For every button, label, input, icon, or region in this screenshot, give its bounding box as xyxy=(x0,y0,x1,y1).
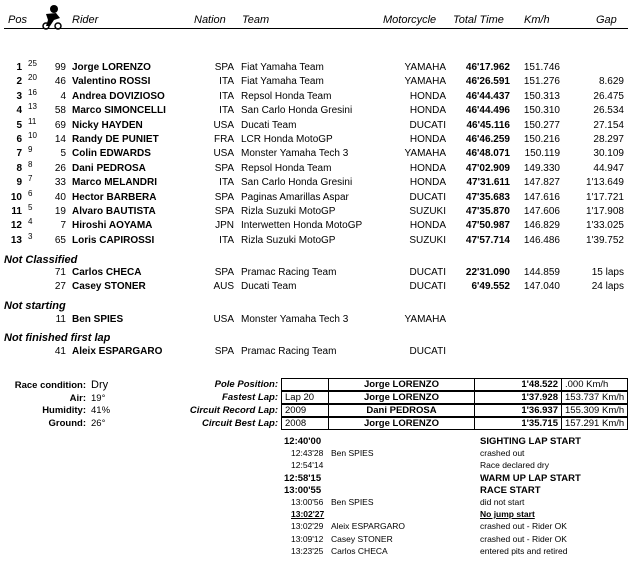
record-rider: Jorge LORENZO xyxy=(328,378,475,391)
result-pos: 5 xyxy=(16,119,22,131)
result-speed: 150.277 xyxy=(523,119,560,131)
result-number: 58 xyxy=(54,105,66,117)
condition-value: 26° xyxy=(91,417,106,429)
result-total-time: 46'44.437 xyxy=(465,90,510,102)
event-description: crashed out - Rider OK xyxy=(480,533,567,544)
event-time: 12:43'28 xyxy=(291,448,324,459)
result-total-time: 46'46.259 xyxy=(465,134,510,145)
result-speed: 146.829 xyxy=(523,220,560,232)
result-motorcycle: YAMAHA xyxy=(404,314,446,325)
result-number: 4 xyxy=(60,90,66,102)
col-header-pos: Pos xyxy=(8,14,27,26)
result-team: San Carlo Honda Gresini xyxy=(241,177,353,189)
result-team: Fiat Yamaha Team xyxy=(241,76,324,88)
result-row xyxy=(0,145,632,162)
result-team: Ducati Team xyxy=(241,281,297,293)
result-team: Monster Yamaha Tech 3 xyxy=(241,148,349,160)
record-extra: 2009 xyxy=(281,404,329,417)
result-pos: 11 xyxy=(11,206,22,217)
result-total-time: 47'02.909 xyxy=(465,162,510,174)
result-nation: ITA xyxy=(219,177,234,189)
result-speed: 147.616 xyxy=(523,191,560,203)
condition-value: 19° xyxy=(91,392,106,404)
result-total-time: 46'17.962 xyxy=(465,62,510,73)
result-motorcycle: DUCATI xyxy=(409,267,446,278)
result-gap: 15 laps xyxy=(591,267,624,278)
result-motorcycle: HONDA xyxy=(409,105,446,117)
result-number: 14 xyxy=(54,134,66,145)
result-points: 9 xyxy=(28,145,33,155)
record-rider: Jorge LORENZO xyxy=(328,391,475,404)
result-pos: 12 xyxy=(10,220,22,232)
event-rider: Carlos CHECA xyxy=(331,545,388,556)
condition-label: Ground: xyxy=(48,417,86,429)
result-nation: ITA xyxy=(219,76,234,88)
result-nation: ITA xyxy=(219,90,234,102)
record-time: 1'35.715 xyxy=(474,417,562,430)
condition-label: Humidity: xyxy=(42,405,86,416)
result-nation: SPA xyxy=(214,162,234,174)
result-nation: FRA xyxy=(214,134,234,145)
record-extra: 2008 xyxy=(281,417,329,430)
result-speed: 147.827 xyxy=(523,177,560,189)
col-header-rider: Rider xyxy=(72,14,99,26)
result-rider: Ben SPIES xyxy=(72,314,124,325)
event-description: SIGHTING LAP START xyxy=(480,436,581,447)
result-pos: 9 xyxy=(16,177,22,189)
result-total-time: 47'35.683 xyxy=(465,191,510,203)
result-rider: Colin EDWARDS xyxy=(72,148,151,160)
record-time: 1'37.928 xyxy=(474,391,562,404)
result-team: Ducati Team xyxy=(241,119,297,131)
result-number: 5 xyxy=(60,148,66,160)
result-number: 71 xyxy=(54,267,66,278)
result-speed: 144.859 xyxy=(523,267,560,278)
result-motorcycle: SUZUKI xyxy=(409,234,446,246)
result-total-time: 46'45.116 xyxy=(466,119,510,131)
result-pos: 10 xyxy=(10,191,22,203)
result-rider: Loris CAPIROSSI xyxy=(72,234,155,246)
result-points: 4 xyxy=(28,217,33,227)
result-nation: USA xyxy=(213,148,234,160)
event-rider: Ben SPIES xyxy=(331,448,374,459)
result-team: Paginas Amarillas Aspar xyxy=(241,191,349,203)
result-gap: 30.109 xyxy=(593,148,624,160)
result-pos: 8 xyxy=(16,162,22,174)
result-speed: 150.310 xyxy=(523,105,560,117)
result-team: Pramac Racing Team xyxy=(241,346,337,357)
event-time: 13:00'56 xyxy=(291,497,324,507)
result-number: 99 xyxy=(54,62,66,73)
record-label: Circuit Record Lap: xyxy=(189,405,278,416)
record-time: 1'48.522 xyxy=(474,378,562,391)
result-gap: 1'13.649 xyxy=(585,177,624,189)
result-points: 20 xyxy=(28,73,37,83)
result-total-time: 47'35.870 xyxy=(465,206,510,217)
event-rider: Ben SPIES xyxy=(331,497,374,507)
result-team: Rizla Suzuki MotoGP xyxy=(241,234,336,246)
result-team: Repsol Honda Team xyxy=(241,162,332,174)
header-divider xyxy=(4,28,628,29)
result-gap: 28.297 xyxy=(593,134,624,145)
result-row xyxy=(0,131,632,148)
event-rider: Casey STONER xyxy=(331,533,393,544)
event-rider: Aleix ESPARGARO xyxy=(331,521,406,532)
record-rider: Jorge LORENZO xyxy=(328,417,475,430)
result-team: Rizla Suzuki MotoGP xyxy=(241,206,336,217)
event-time: 13:00'55 xyxy=(284,484,322,496)
result-row xyxy=(0,188,632,206)
result-number: 40 xyxy=(54,191,66,203)
event-description: Race declared dry xyxy=(480,460,549,471)
result-nation: ITA xyxy=(219,105,234,117)
record-extra xyxy=(281,378,329,391)
record-speed: .000 Km/h xyxy=(561,378,628,391)
result-team: Pramac Racing Team xyxy=(241,267,337,278)
result-motorcycle: SUZUKI xyxy=(409,206,446,217)
result-points: 11 xyxy=(28,116,37,126)
result-team: San Carlo Honda Gresini xyxy=(241,105,353,117)
result-rider: Hector BARBERA xyxy=(72,191,157,203)
record-speed: 155.309 Km/h xyxy=(561,404,628,417)
result-points: 8 xyxy=(28,159,33,169)
result-rider: Nicky HAYDEN xyxy=(72,119,143,131)
result-motorcycle: HONDA xyxy=(409,134,446,145)
result-team: Repsol Honda Team xyxy=(241,90,332,102)
result-speed: 149.330 xyxy=(523,162,560,174)
result-row xyxy=(0,116,632,134)
result-nation: SPA xyxy=(214,62,234,73)
result-pos: 7 xyxy=(16,148,22,160)
record-speed: 157.291 Km/h xyxy=(561,417,628,430)
result-motorcycle: DUCATI xyxy=(409,281,446,293)
result-total-time: 46'44.496 xyxy=(465,105,510,117)
result-number: 7 xyxy=(60,220,66,232)
result-rider: Randy DE PUNIET xyxy=(72,134,159,145)
result-speed: 151.276 xyxy=(523,76,560,88)
result-nation: AUS xyxy=(213,281,234,293)
result-gap: 44.947 xyxy=(593,162,624,174)
result-row xyxy=(0,73,632,90)
record-extra: Lap 20 xyxy=(281,391,329,404)
col-header-gap: Gap xyxy=(596,14,617,26)
event-description: No jump start xyxy=(480,509,535,520)
result-points: 13 xyxy=(28,102,37,112)
record-time: 1'36.937 xyxy=(474,404,562,417)
result-gap: 8.629 xyxy=(598,76,624,88)
result-team: Fiat Yamaha Team xyxy=(241,62,324,73)
result-rider: Dani PEDROSA xyxy=(72,162,146,174)
result-total-time: 22'31.090 xyxy=(465,267,510,278)
result-total-time: 47'31.611 xyxy=(466,177,510,189)
event-description: RACE START xyxy=(480,484,541,496)
result-row xyxy=(0,59,632,76)
result-nation: USA xyxy=(213,314,234,325)
result-row xyxy=(0,102,632,119)
result-gap: 1'39.752 xyxy=(585,234,624,246)
section-not-finished-first-lap: Not finished first lap xyxy=(4,332,111,344)
result-points: 10 xyxy=(28,131,37,140)
result-nation: SPA xyxy=(214,206,234,217)
result-speed: 150.313 xyxy=(523,90,560,102)
result-gap: 1'33.025 xyxy=(585,220,624,232)
section-not-classified: Not Classified xyxy=(4,254,78,266)
result-motorcycle: HONDA xyxy=(409,162,446,174)
result-speed: 147.040 xyxy=(523,281,560,293)
result-points: 25 xyxy=(28,59,37,68)
record-label: Fastest Lap: xyxy=(222,392,278,403)
section-not-starting: Not starting xyxy=(4,300,66,312)
result-speed: 150.119 xyxy=(524,148,560,160)
result-number: 33 xyxy=(54,177,66,189)
result-motorcycle: YAMAHA xyxy=(404,76,446,88)
result-team: LCR Honda MotoGP xyxy=(241,134,333,145)
result-motorcycle: DUCATI xyxy=(409,346,446,357)
event-time: 12:54'14 xyxy=(291,460,324,471)
result-pos: 3 xyxy=(16,90,22,102)
result-row xyxy=(0,203,632,220)
result-number: 26 xyxy=(54,162,66,174)
result-nation: SPA xyxy=(214,346,234,357)
result-points: 3 xyxy=(28,231,33,241)
result-pos: 1 xyxy=(16,62,22,73)
event-description: crashed out - Rider OK xyxy=(480,521,567,532)
result-row xyxy=(0,87,632,105)
result-speed: 146.486 xyxy=(523,234,560,246)
unclassified-row xyxy=(0,346,632,360)
result-gap: 24 laps xyxy=(591,281,624,293)
unclassified-row xyxy=(0,281,632,295)
result-team: Interwetten Honda MotoGP xyxy=(241,220,363,232)
event-description: crashed out xyxy=(480,448,525,459)
record-label: Pole Position: xyxy=(214,379,278,390)
col-header-motorcycle: Motorcycle xyxy=(383,14,437,26)
result-rider: Alvaro BAUTISTA xyxy=(72,206,156,217)
unclassified-row xyxy=(0,314,632,328)
result-points: 6 xyxy=(28,188,33,198)
result-rider: Valentino ROSSI xyxy=(72,76,151,88)
result-motorcycle: DUCATI xyxy=(409,191,446,203)
result-team: Monster Yamaha Tech 3 xyxy=(241,314,349,325)
result-pos: 6 xyxy=(16,134,22,145)
event-time: 13:09'12 xyxy=(291,533,324,544)
condition-label: Race condition: xyxy=(14,380,86,391)
result-number: 11 xyxy=(55,314,66,325)
event-time: 13:02'29 xyxy=(291,521,324,532)
result-pos: 4 xyxy=(16,105,22,117)
event-time: 13:02'27 xyxy=(291,509,325,520)
result-number: 27 xyxy=(54,281,66,293)
result-nation: USA xyxy=(213,119,234,131)
record-label: Circuit Best Lap: xyxy=(201,418,278,429)
result-total-time: 46'48.071 xyxy=(465,148,510,160)
result-motorcycle: HONDA xyxy=(409,90,446,102)
result-row xyxy=(0,159,632,177)
event-time: 13:23'25 xyxy=(291,545,324,556)
event-time: 12:58'15 xyxy=(284,472,322,484)
result-rider: Marco SIMONCELLI xyxy=(72,105,166,117)
result-rider: Casey STONER xyxy=(72,281,146,293)
result-nation: SPA xyxy=(214,191,234,203)
condition-value: Dry xyxy=(91,379,109,391)
result-gap: 1'17.721 xyxy=(585,191,624,203)
event-description: did not start xyxy=(480,497,525,507)
result-motorcycle: YAMAHA xyxy=(404,148,446,160)
result-rider: Carlos CHECA xyxy=(72,267,142,278)
result-speed: 151.746 xyxy=(523,62,560,73)
event-description: WARM UP LAP START xyxy=(480,472,581,484)
result-number: 19 xyxy=(54,206,66,217)
col-header-team: Team xyxy=(242,14,270,26)
result-total-time: 47'50.987 xyxy=(465,220,510,232)
col-header-total-time: Total Time xyxy=(453,14,504,26)
result-number: 65 xyxy=(54,234,66,246)
result-points: 7 xyxy=(28,174,33,184)
col-header-kmh: Km/h xyxy=(524,14,550,26)
record-rider: Dani PEDROSA xyxy=(328,404,475,417)
result-number: 41 xyxy=(54,346,66,357)
result-row xyxy=(0,231,632,249)
result-gap: 27.154 xyxy=(593,119,624,131)
result-motorcycle: HONDA xyxy=(409,177,446,189)
result-nation: ITA xyxy=(219,234,234,246)
result-rider: Marco MELANDRI xyxy=(72,177,158,189)
result-nation: JPN xyxy=(215,220,234,232)
result-motorcycle: DUCATI xyxy=(409,119,446,131)
result-total-time: 47'57.714 xyxy=(465,234,510,246)
result-gap: 26.475 xyxy=(593,90,624,102)
result-row xyxy=(0,174,632,191)
result-total-time: 6'49.552 xyxy=(471,281,510,293)
result-points: 16 xyxy=(28,87,37,97)
result-pos: 2 xyxy=(16,76,22,88)
result-number: 46 xyxy=(54,76,66,88)
col-header-nation: Nation xyxy=(194,14,226,26)
result-speed: 147.606 xyxy=(523,206,560,217)
result-rider: Andrea DOVIZIOSO xyxy=(72,90,165,102)
condition-value: 41% xyxy=(91,405,111,416)
result-total-time: 46'26.591 xyxy=(465,76,510,88)
result-speed: 150.216 xyxy=(523,134,560,145)
result-pos: 13 xyxy=(10,234,22,246)
result-points: 5 xyxy=(28,203,33,212)
event-time: 12:40'00 xyxy=(284,436,322,447)
event-description: entered pits and retired xyxy=(480,545,568,556)
result-gap: 1'17.908 xyxy=(585,206,624,217)
result-rider: Jorge LORENZO xyxy=(72,62,151,73)
result-nation: SPA xyxy=(214,267,234,278)
result-motorcycle: YAMAHA xyxy=(404,62,446,73)
record-speed: 153.737 Km/h xyxy=(561,391,628,404)
condition-label: Air: xyxy=(69,392,86,404)
result-motorcycle: HONDA xyxy=(409,220,446,232)
result-row xyxy=(0,217,632,234)
result-gap: 26.534 xyxy=(593,105,624,117)
unclassified-row xyxy=(0,267,632,281)
result-rider: Aleix ESPARGARO xyxy=(72,346,163,357)
result-number: 69 xyxy=(54,119,66,131)
result-rider: Hiroshi AOYAMA xyxy=(72,220,153,232)
